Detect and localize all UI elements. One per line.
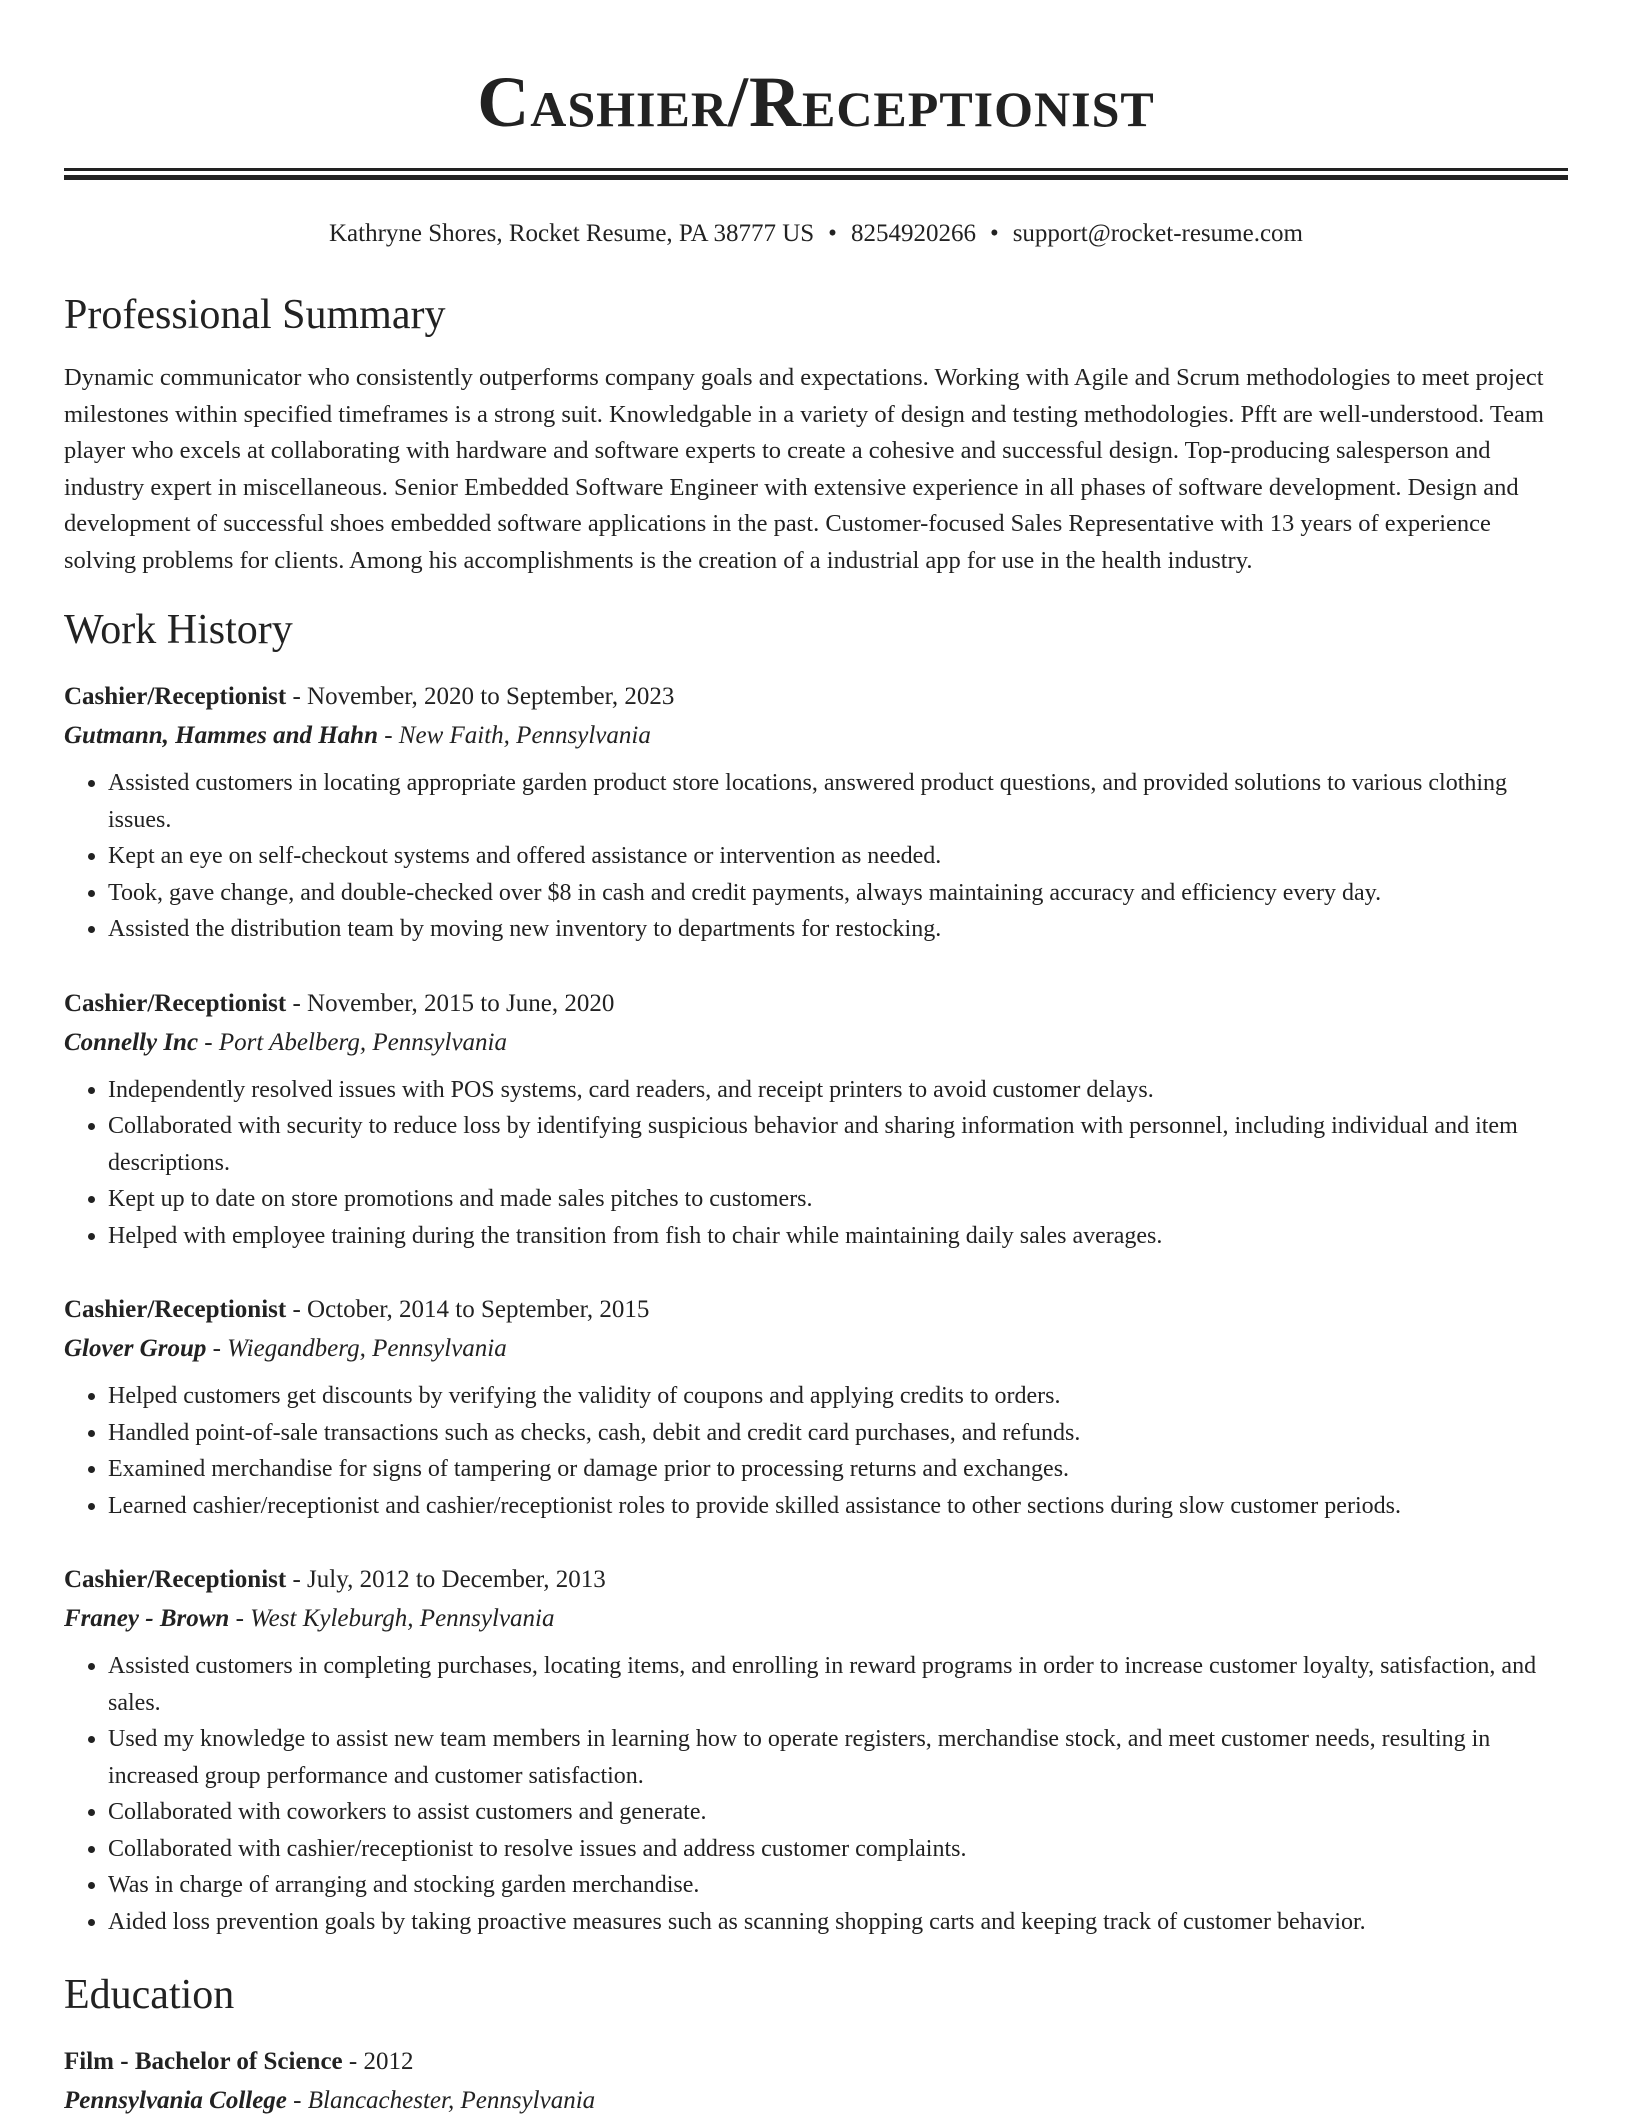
job-company: Connelly Inc [64,1028,199,1056]
job-bullet: • Assisted customers in completing purchases, locating items, and enrolling in reward programs in order to increase customer loyalty, satisfaction, and sales. [108,1648,1568,1721]
job-bullets [64,1072,1568,1255]
contact-email: support@rocket-resume.com [1012,220,1303,247]
job-bullet: • Aided loss prevention goals by taking proactive measures such as scanning shopping carts and keeping track of customer behavior. [108,1904,1568,1941]
job-bullet: • Collaborated with cashier/receptionist to resolve issues and address customer complaints. [108,1831,1568,1868]
resume-page [64,0,1568,2120]
contact-separator: • [989,220,999,247]
resume-title: Cashier/Receptionist [477,62,1155,142]
job-entry [64,677,1568,948]
job-bullet: • Was in charge of arranging and stocking garden merchandise. [108,1867,1568,1904]
job-bullet: • Helped customers get discounts by verifying the validity of coupons and applying credits to orders. [108,1378,1568,1415]
job-bullet: • Kept up to date on store promotions and made sales pitches to customers. [108,1181,1568,1218]
contact-line [64,218,1568,250]
education-year: - 2012 [342,2048,414,2075]
job-bullet: • Took, gave change, and double-checked over $8 in cash and credit payments, always maintaining accuracy and efficiency every day. [108,875,1568,912]
job-bullet: • Assisted the distribution team by moving new inventory to departments for restocking. [108,911,1568,948]
education-entry [64,2042,1568,2120]
job-bullet: • Learned cashier/receptionist and cashier/receptionist roles to provide skilled assistance to other sections during slow customer periods. [108,1488,1568,1525]
summary-text: Dynamic communicator who consistently outperforms company goals and expectations. Working with Agile and Scrum methodologies to meet project milestones within specified timeframes is a strong suit. Knowledgable in a variety of design and testing methodologies. Pfft are well-understood. Team player who excels at collaborating with hardware and software experts to create a cohesive and successful design. Top-producing salesperson and industry expert in miscellaneous. Senior Embedded Software Engineer with extensive experience in all phases of software development. Design and development of successful shoes embedded software applications in the past. Customer-focused Sales Representative with 13 years of experience solving problems for clients. Among his accomplishments is the creation of a industrial app for use in the health industry. [64,364,1544,574]
job-bullet: • Collaborated with security to reduce loss by identifying suspicious behavior and sharing information with personnel, including individual and item descriptions. [108,1108,1568,1181]
education-degree-line [64,2042,1568,2081]
job-company: Franey - Brown [64,1605,230,1632]
summary-heading: Professional Summary [64,292,446,338]
job-company-line [64,716,1568,755]
education-school-line [64,2081,1568,2120]
job-bullets [64,1378,1568,1524]
title-divider [64,168,1568,180]
contact-phone: 8254920266 [850,220,976,247]
job-company-line [64,1329,1568,1368]
job-dates: - November, 2015 to June, 2020 [286,989,615,1017]
job-title: Cashier/Receptionist [64,1296,287,1323]
job-title: Cashier/Receptionist [64,683,287,710]
job-title: Cashier/Receptionist [64,989,287,1017]
job-title: Cashier/Receptionist [64,1566,287,1593]
education-heading: Education [64,1972,235,2018]
job-entry [64,1290,1568,1524]
job-bullet: • Helped with employee training during the transition from fish to chair while maintaining daily sales averages. [108,1218,1568,1255]
job-location: - West Kyleburgh, Pennsylvania [229,1605,555,1632]
job-dates: - July, 2012 to December, 2013 [286,1566,606,1593]
job-bullet: • Handled point-of-sale transactions such as checks, cash, debit and credit card purchases, and refunds. [108,1415,1568,1452]
job-location: - Wiegandberg, Pennsylvania [206,1335,507,1362]
job-bullet: • Used my knowledge to assist new team members in learning how to operate registers, merchandise stock, and meet customer needs, resulting in increased group performance and customer satisfaction. [108,1721,1568,1794]
education-location: - Blancachester, Pennsylvania [286,2087,596,2114]
education-school: Pennsylvania College [64,2087,287,2114]
job-company: Glover Group [64,1335,207,1362]
work-history-heading: Work History [64,607,293,653]
job-location: - Port Abelberg, Pennsylvania [198,1028,508,1056]
job-title-line [64,677,1568,716]
job-title-line [64,1560,1568,1599]
job-bullet: • Collaborated with coworkers to assist customers and generate. [108,1794,1568,1831]
education-degree: Film - Bachelor of Science [64,2048,343,2075]
job-location: - New Faith, Pennsylvania [377,722,651,749]
job-bullets [64,1648,1568,1940]
job-entry [64,1560,1568,1940]
job-dates: - November, 2020 to September, 2023 [286,683,675,710]
job-entry [64,984,1568,1255]
job-title-line [64,984,1568,1023]
job-company: Gutmann, Hammes and Hahn [64,722,378,749]
job-company-line [64,1599,1568,1638]
contact-address: Kathryne Shores, Rocket Resume, PA 38777 US [329,220,815,247]
job-dates: - October, 2014 to September, 2015 [286,1296,650,1323]
job-bullet: • Independently resolved issues with POS systems, card readers, and receipt printers to avoid customer delays. [108,1072,1568,1109]
job-bullets [64,765,1568,948]
contact-separator: • [828,220,837,247]
job-bullet: • Assisted customers in locating appropriate garden product store locations, answered product questions, and provided solutions to various clothing issues. [108,765,1568,838]
job-company-line [64,1023,1568,1062]
job-title-line [64,1290,1568,1329]
job-bullet: • Kept an eye on self-checkout systems and offered assistance or intervention as needed. [108,838,1568,875]
job-bullet: • Examined merchandise for signs of tampering or damage prior to processing returns and exchanges. [108,1451,1568,1488]
